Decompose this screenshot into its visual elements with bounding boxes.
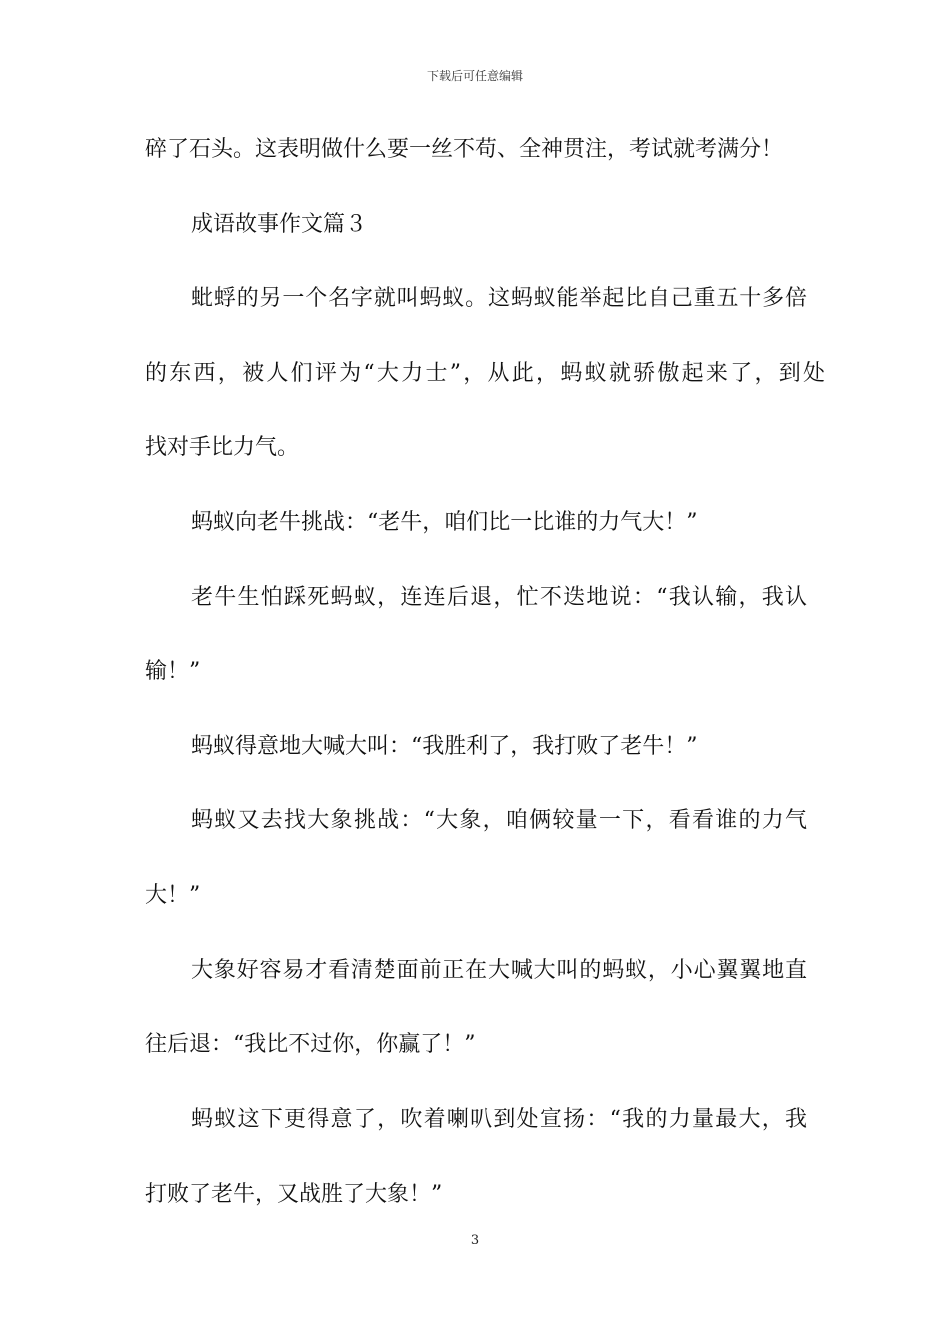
section-heading: 成语故事作文篇３: [191, 212, 368, 237]
paragraph-line-9: 蚂蚁得意地大喊大叫：“我胜利了，我打败了老牛！”: [191, 734, 698, 759]
paragraph-line-6: 蚂蚁向老牛挑战：“老牛，咱们比一比谁的力气大！”: [191, 510, 698, 535]
paragraph-line-13: 往后退：“我比不过你，你赢了！”: [145, 1032, 476, 1057]
paragraph-line-15: 打败了老牛，又战胜了大象！”: [145, 1182, 443, 1207]
paragraph-line-3: 蚍蜉的另一个名字就叫蚂蚁。这蚂蚁能举起比自己重五十多倍: [191, 286, 807, 311]
paragraph-line-8: 输！”: [145, 659, 201, 684]
page-header: 下载后可任意编辑: [426, 69, 523, 83]
paragraph-line-11: 大！”: [145, 883, 201, 908]
paragraph-line-12: 大象好容易才看清楚面前正在大喊大叫的蚂蚁，小心翼翼地直: [191, 958, 807, 983]
paragraph-line-7: 老牛生怕踩死蚂蚁，连连后退，忙不迭地说：“我认输，我认: [191, 585, 807, 610]
paragraph-line-4: 的东西，被人们评为“大力士”，从此，蚂蚁就骄傲起来了，到处: [145, 361, 825, 386]
paragraph-line-5: 找对手比力气。: [145, 435, 300, 460]
paragraph-line-14: 蚂蚁这下更得意了，吹着喇叭到处宣扬：“我的力量最大，我: [191, 1107, 807, 1132]
paragraph-line-10: 蚂蚁又去找大象挑战：“大象，咱俩较量一下，看看谁的力气: [191, 808, 807, 833]
page-number: 3: [470, 1233, 480, 1248]
paragraph-line-1: 碎了石头。这表明做什么要一丝不苟、全神贯注，考试就考满分！: [145, 137, 784, 162]
